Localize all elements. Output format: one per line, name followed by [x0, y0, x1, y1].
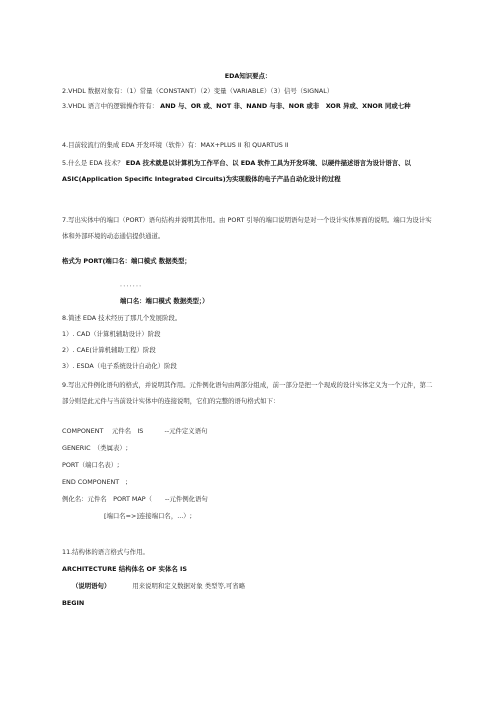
code-begin-line: BEGIN: [62, 599, 85, 607]
item-5-what-is-eda: [62, 155, 434, 187]
port-format-end: 端口名：端口模式 数据类型；）: [120, 297, 209, 305]
port-format-line: 格式为 PORT(端口名：端口模式 数据类型；: [62, 257, 191, 265]
code-instance-line: 例化名：元件名 PORT MAP（ --元件例化语句: [62, 495, 208, 503]
code-architecture-line: ARCHITECTURE 结构体名 OF 实体名 IS: [62, 565, 187, 573]
port-format-dots: ．．．．．．．: [120, 280, 146, 288]
item-8-stages: 8.简述 EDA 技术经历了那几个发展阶段。: [62, 314, 182, 322]
code-port-line: PORT（端口名表）;: [62, 461, 120, 469]
item-8-stage-2: 2）. CAE(计算机辅助工程）阶段: [62, 346, 156, 354]
code-component-line: COMPONENT 元件名 IS --元件定义语句: [62, 427, 208, 435]
code-declaration-label: （说明语句）: [72, 582, 111, 590]
code-declaration-line: [72, 582, 444, 591]
item-5-question: 5.什么是 EDA 技术？: [62, 159, 124, 167]
item-7-port-statement: 7.写出实体中的端口（PORT）语句结构并说明其作用。由 PORT 引导的端口说明语句是对一个设计实体界面的说明。端口为设计实体和外部环境的动态通信提供通道。: [62, 216, 432, 240]
item-3-logic-operators: [62, 98, 434, 114]
code-end-component-line: END COMPONENT ;: [62, 478, 128, 486]
code-port-map-line: [端口名=>]连接端口名，...）;: [104, 512, 192, 520]
item-9-component-instantiation: 9.写出元件例化语句的格式，并说明其作用。元件例化语句由两部分组成，前一部分是把一个现成的设计实体定义为一个元件，第二部分则是此元件与当前设计实体中的连接说明，它们的完整的语句格式如下：: [62, 381, 433, 405]
item-8-stage-3: 3）. ESDA（电子系统设计自动化）阶段: [62, 362, 177, 370]
item-8-stage-1: 1）. CAD（计算机辅助设计）阶段: [62, 330, 161, 338]
item-3-answer: AND 与、OR 或、NOT 非、NAND 与非、NOR 或非 XOR 异或、XNOR 同或七种: [160, 102, 411, 110]
item-5-answer: EDA 技术就是以计算机为工作平台、以 EDA 软件工具为开发环境、以硬件描述语言为设计语言、以 ASIC(Application Specific Integrated Circuits)为实现载体的电子产品自动化设计的过程: [62, 159, 411, 183]
item-3-question: 3.VHDL 语言中的逻辑操作符有：: [62, 102, 159, 110]
item-4-eda-environments: 4.目前较流行的集成 EDA 开发环境（软件）有：MAX+PLUS II 和 QUARTUS II: [62, 141, 289, 149]
code-generic-line: GENERIC （类属表）;: [62, 444, 128, 452]
item-11-architecture: 11.结构体的语言格式与作用。: [62, 548, 149, 556]
item-2-data-objects: 2.VHDL 数据对象有：（1）常量（CONSTANT）（2）变量（VARIABLE）（3）信号（SIGNAL）: [62, 87, 334, 95]
code-declaration-note: 用来说明和定义数据对象 类型等,可省略: [132, 582, 246, 590]
doc-title: EDA知识要点：: [224, 72, 272, 80]
